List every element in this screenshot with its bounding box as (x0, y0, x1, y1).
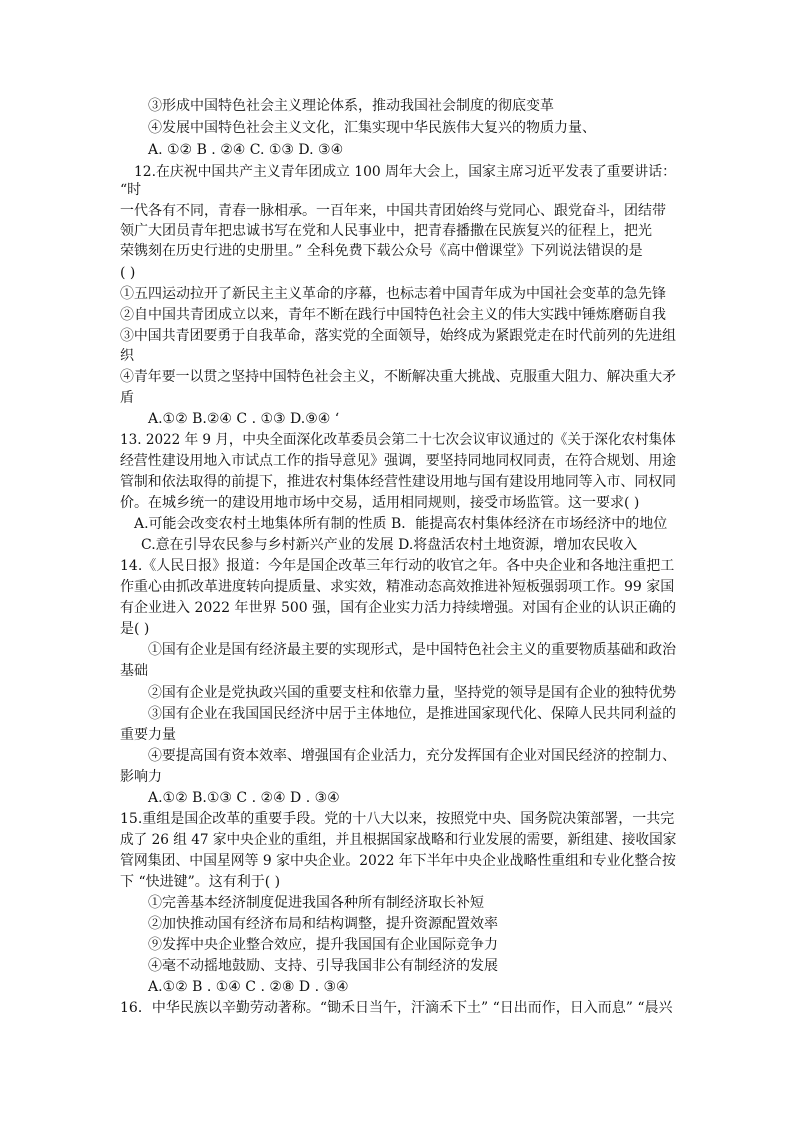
option-line: ③中国共青团要勇于自我革命，落实党的全面领导，始终成为紧跟党走在时代前列的先进组 (120, 328, 677, 344)
option-line: ②自中国共青团成立以来，青年不断在践行中国特色社会主义的伟大实践中锤炼磨砺自我 (120, 307, 666, 323)
option-line: ④要提高国有资本效率、增强国有企业活力，充分发挥国有企业对国民经济的控制力、 (148, 748, 677, 764)
option-line: ③形成中国特色社会主义理论体系，推动我国社会制度的彻底变革 (148, 98, 554, 114)
option-line: ①国有企业是国有经济最主要的实现形式，是中国特色社会主义的重要物质基础和政治 (148, 642, 677, 658)
question-13-stem: 经营性建设用地入市试点工作的指导意见》强调，要坚持同地同权同责，在符合规划、用途 (120, 453, 677, 469)
option-line: ①完善基本经济制度促进我国各种所有制经济取长补短 (148, 895, 484, 911)
option-line: ②国有企业是党执政兴国的重要支柱和依靠力量，坚持党的领导是国有企业的独特优势 (148, 685, 677, 701)
question-15-stem: 15.重组是国企改革的重要手段。党的十八大以来，按照党中央、国务院决策部署，一共完 (120, 811, 675, 827)
question-15-stem: 下 “快进键”。这有利于( ) (120, 874, 281, 890)
question-13-stem: 管制和依法取得的前提下，推进农村集体经营性建设用地与国有建设用地同等入市、同权同 (120, 474, 677, 490)
option-line: 盾 (120, 390, 134, 406)
option-line: ④发展中国特色社会主义文化，汇集实现中华民族伟大复兴的物质力量、 (148, 120, 596, 136)
question-15-stem: 管网集团、中国星网等 9 家中央企业。2022 年下半年中央企业战略性重组和专业化整合按 (120, 853, 676, 869)
option-line: ④青年要一以贯之坚持中国特色社会主义，不断解决重大挑战、克服重大阻力、解决重大矛 (120, 369, 677, 385)
option-line: 重要力量 (120, 727, 176, 743)
answer-choices: A.①② B.①③ C . ②④ D . ③④ (148, 790, 340, 806)
question-12-stem: 12.在庆祝中国共产主义青年团成立 100 周年大会上，国家主席习近平发表了重要讲话： (134, 164, 676, 180)
answer-choices: A. ①② B . ②④ C. ①③ D. ③④ (148, 142, 344, 158)
option-line: ④毫不动摇地鼓励、支持、引导我国非公有制经济的发展 (148, 958, 498, 974)
answer-choices: C.意在引导农民参与乡村新兴产业的发展 D.将盘活农村土地资源，增加农民收入 (141, 537, 638, 553)
option-line: 基础 (120, 663, 148, 679)
question-12-stem: 领广大团员青年把忠诚书写在党和人民事业中，把青春播撒在民族复兴的征程上，把光 (120, 223, 652, 239)
question-14-stem: 作重心由抓改革进度转向提质量、求实效，精准动态高效推进补短板强弱项工作。99 家国 (120, 579, 675, 595)
option-line: 织 (120, 348, 134, 364)
question-12-stem: 一代各有不同，青春一脉相承。一百年来，中国共青团始终与党同心、跟党奋斗，团结带 (120, 203, 666, 219)
option-line: ①五四运动拉开了新民主主义革命的序幕，也标志着中国青年成为中国社会变革的急先锋 (120, 286, 666, 302)
answer-choices: A.可能会改变农村土地集体所有制的性质 B．能提高农村集体经济在市场经济中的地位 (134, 516, 668, 532)
answer-choices: A.①② B . ①④ C . ②⑧ D . ③④ (148, 979, 349, 995)
option-line: 影响力 (120, 769, 162, 785)
question-12-paren: ( ) (120, 265, 136, 281)
option-line: ③国有企业在我国国民经济中居于主体地位，是推进国家现代化、保障人民共同利益的 (148, 706, 677, 722)
option-line: ⑨发挥中央企业整合效应，提升我国国有企业国际竞争力 (148, 937, 498, 953)
question-12-stem: 荣镌刻在历史行进的史册里。” 全科免费下载公众号《高中僧课堂》下列说法错误的是 (120, 243, 643, 259)
question-13-stem: 13. 2022 年 9 月，中央全面深化改革委员会第二十七次会议审议通过的《关于深化农村集体 (120, 432, 676, 448)
question-14-stem: 有企业进入 2022 年世界 500 强，国有企业实力活力持续增强。对国有企业的认识正确的 (120, 600, 677, 616)
question-16-stem: 16．中华民族以辛勤劳动著称。“锄禾日当午，汗滴禾下土” “日出而作，日入而息” “晨兴 (120, 1000, 673, 1016)
question-14-stem: 14.《人民日报》报道：今年是国企改革三年行动的收官之年。各中央企业和各地注重把工 (120, 558, 675, 574)
question-13-stem: 价。在城乡统一的建设用地市场中交易，适用相同规则，接受市场监管。这一要求( ) (120, 495, 640, 511)
option-line: ②加快推动国有经济布局和结构调整，提升资源配置效率 (148, 916, 498, 932)
answer-choices: A.①② B.②④ C . ①③ D.⑨④ ‘ (148, 411, 340, 427)
question-15-stem: 成了 26 组 47 家中央企业的重组，并且根据国家战略和行业发展的需要，新组建、接收国家 (120, 832, 677, 848)
question-14-paren: 是( ) (120, 621, 150, 637)
question-12-stem: “时 (120, 182, 142, 198)
